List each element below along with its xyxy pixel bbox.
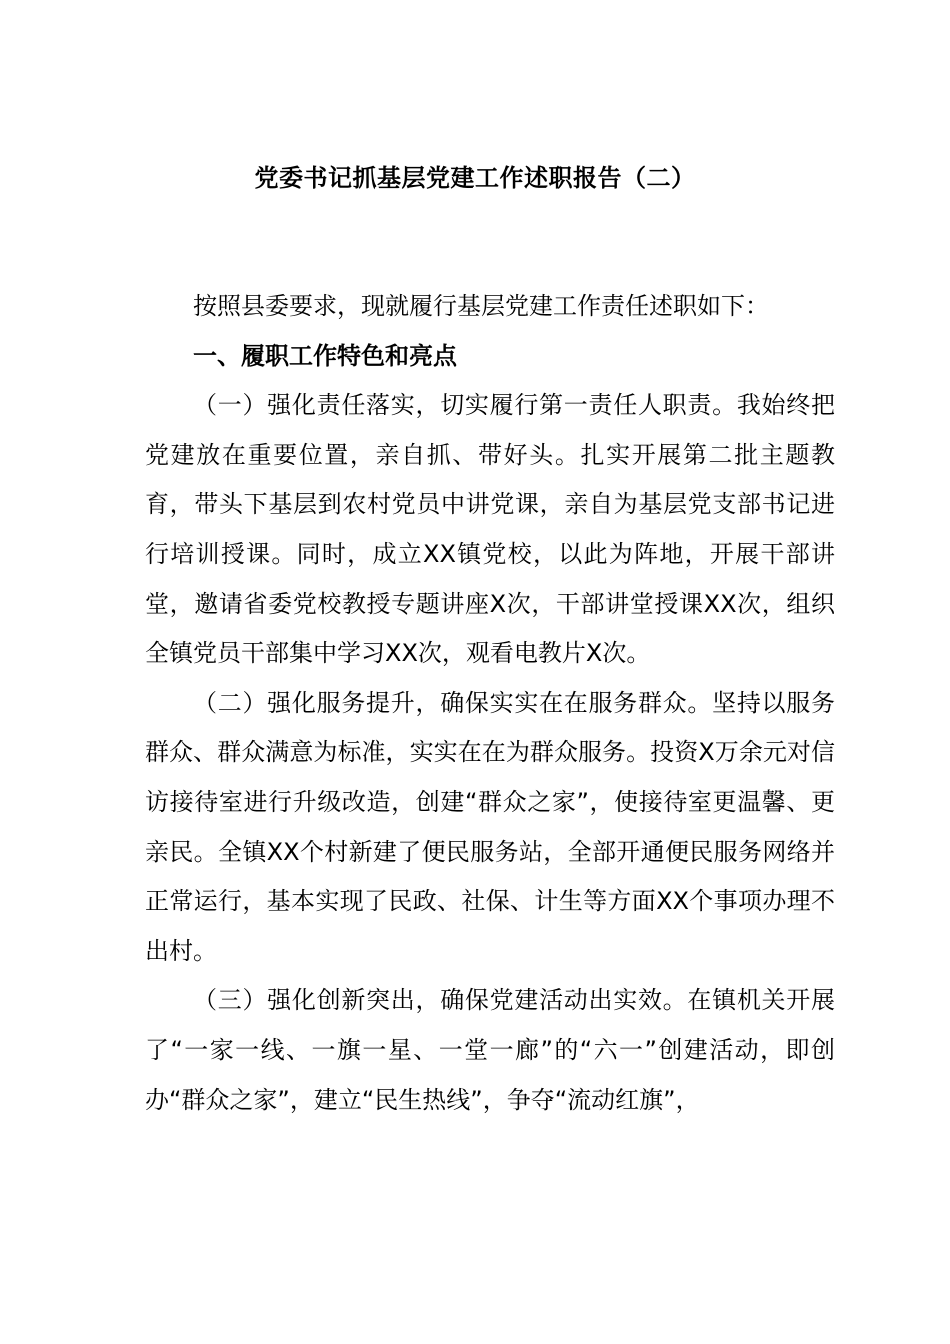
paragraph-2: （二）强化服务提升，确保实实在在服务群众。坚持以服务群众、群众满意为标准，实实在在为群众服务。投资X万余元对信访接待室进行升级改造，创建“群众之家”，使接待室更温馨、更亲民。全镇XX个村新建了便民服务站，全部开通便民服务网络并正常运行，基本实现了民政、社保、计生等方面XX个事项办理不出村。 (145, 688, 835, 965)
document-title: 党委书记抓基层党建工作述职报告（二） (254, 164, 696, 192)
paragraph-1: （一）强化责任落实，切实履行第一责任人职责。我始终把党建放在重要位置，亲自抓、带好头。扎实开展第二批主题教育，带头下基层到农村党员中讲党课，亲自为基层党支部书记进行培训授课。同时，成立XX镇党校，以此为阵地，开展干部讲堂，邀请省委党校教授专题讲座X次，干部讲堂授课XX次，组织全镇党员干部集中学习XX次，观看电教片X次。 (145, 391, 835, 668)
section-heading: 一、履职工作特色和亮点 (193, 341, 457, 370)
intro-paragraph: 按照县委要求，现就履行基层党建工作责任述职如下： (193, 292, 769, 320)
paragraph-3: （三）强化创新突出，确保党建活动出实效。在镇机关开展了“一家一线、一旗一星、一堂一廊”的“六一”创建活动，即创办“群众之家”，建立“民生热线”，争夺“流动红旗”， (145, 986, 835, 1114)
document-body (145, 282, 835, 1125)
